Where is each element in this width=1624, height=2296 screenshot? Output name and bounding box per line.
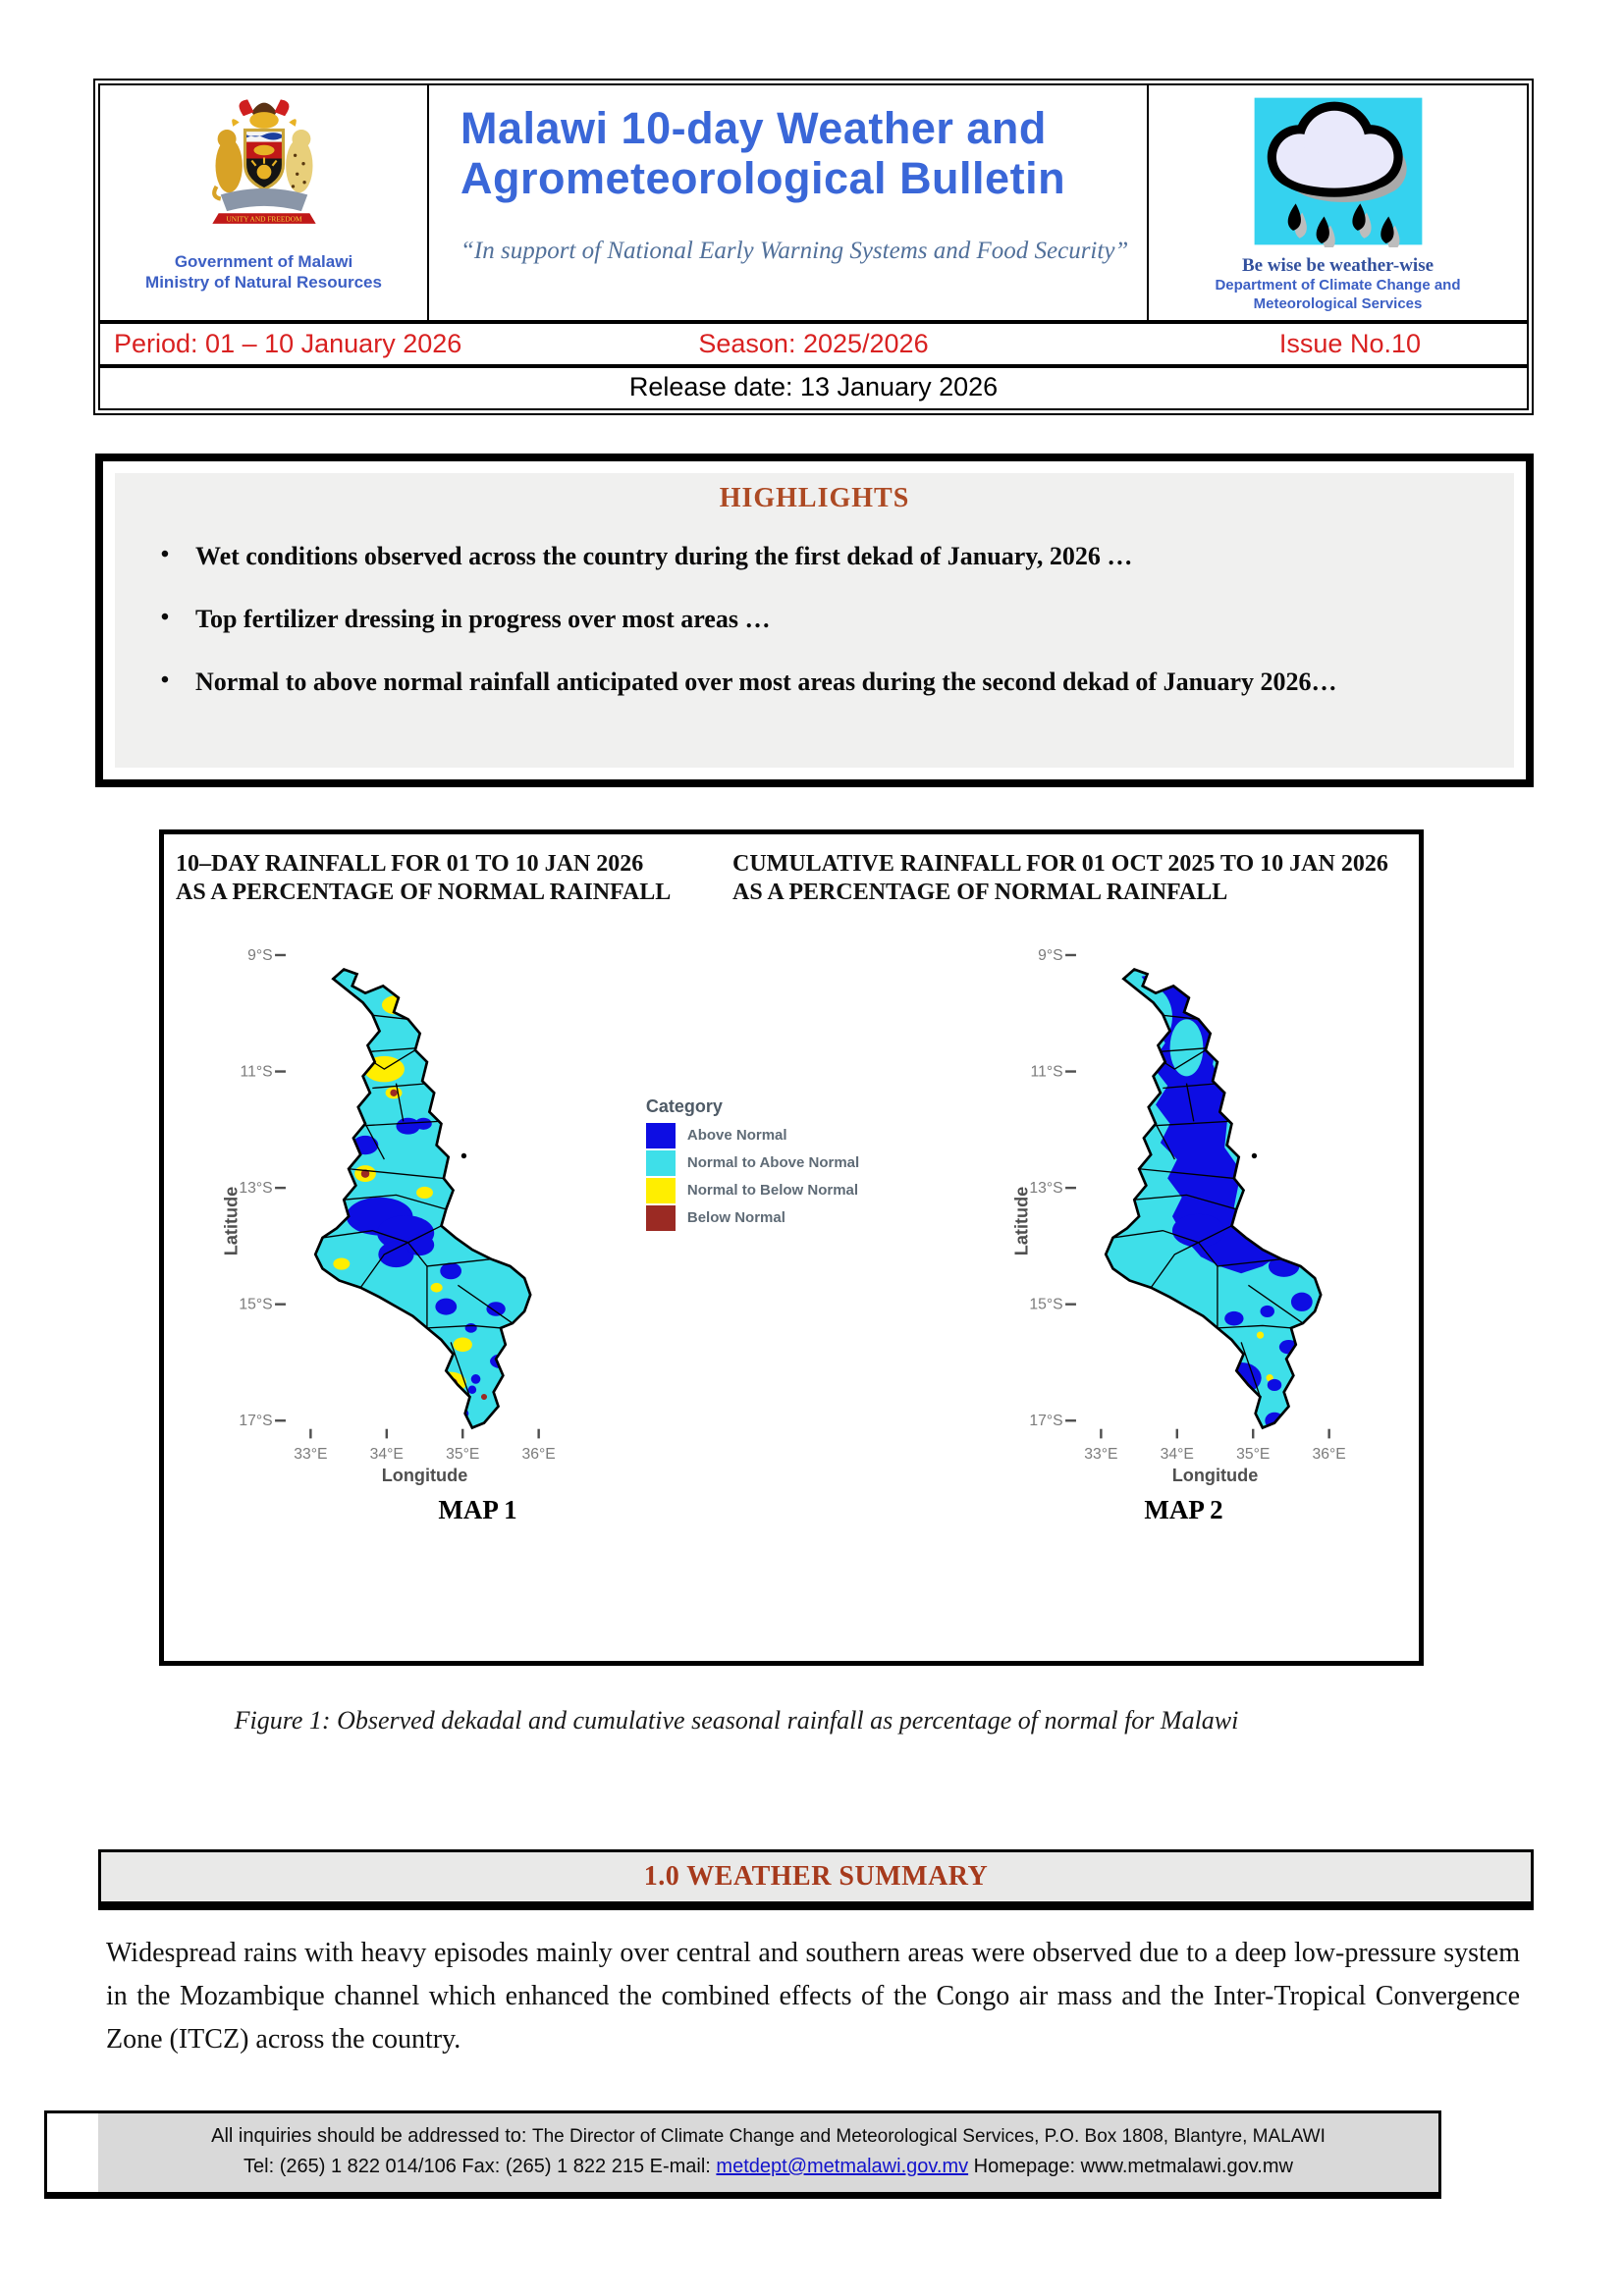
email-link[interactable]: metdept@metmalawi.gov.mv (716, 2156, 969, 2177)
lat-tick: 11°S (240, 1062, 273, 1080)
masthead-grid (98, 83, 1529, 324)
title-cell (429, 85, 1149, 320)
contact-footer (44, 2110, 1441, 2199)
lat-tick: 13°S (1029, 1179, 1063, 1197)
y-axis-title: Latitude (221, 1186, 242, 1255)
map2-title: CUMULATIVE RAINFALL FOR 01 OCT 2025 TO 10 JAN 2026 AS A PERCENTAGE OF NORMAL RAINFALL (732, 851, 1388, 906)
malawi-map-dekadal (218, 910, 574, 1487)
malawi-map-cumulative (1008, 910, 1365, 1487)
lon-tick: 35°E (1236, 1445, 1271, 1463)
crest-motto: UNITY AND FREEDOM (226, 214, 301, 224)
lon-tick: 34°E (369, 1445, 404, 1463)
org-name-line1: Government of Malawi (174, 252, 353, 271)
lon-tick: 34°E (1160, 1445, 1195, 1463)
lat-tick: 15°S (1029, 1296, 1063, 1313)
lat-tick: 17°S (1029, 1412, 1063, 1429)
lat-tick: 15°S (239, 1296, 273, 1313)
footer-contact-line: Tel: (265) 1 822 014/106 Fax: (265) 1 822 215 E-mail: metdept@metmalawi.gov.mv Homepage: www.metmalawi.gov.mw (244, 2156, 1293, 2177)
legend-swatch-below-normal (646, 1205, 676, 1231)
org-name-line2: Ministry of Natural Resources (145, 273, 382, 293)
highlights-list (135, 542, 1494, 697)
issue-meta-row (98, 324, 1529, 368)
map2-label: MAP 2 (1144, 1494, 1223, 1524)
map1-title: 10–DAY RAINFALL FOR 01 TO 10 JAN 2026 AS A PERCENTAGE OF NORMAL RAINFALL (176, 851, 672, 906)
government-logo-cell (100, 85, 429, 320)
bulletin-subtitle: “In support of National Early Warning Systems and Food Security” (460, 237, 1129, 264)
legend-item: Normal to Above Normal (646, 1150, 954, 1176)
highlight-item: • Top fertilizer dressing in progress over most areas … (135, 605, 1494, 634)
lat-tick: 11°S (1030, 1062, 1063, 1080)
lat-tick: 9°S (247, 946, 273, 964)
legend-item: Below Normal (646, 1205, 954, 1231)
figure-1-box (159, 829, 1424, 1666)
season-label: Season: 2025/2026 (698, 328, 929, 358)
bulletin-title: Malawi 10-day Weather and Agrometeorological Bulletin (460, 103, 1066, 204)
dept-name-line2: Meteorological Services (1253, 294, 1423, 312)
lon-tick: 36°E (1312, 1445, 1346, 1463)
weather-summary-header: 1.0 WEATHER SUMMARY (98, 1849, 1534, 1910)
y-axis-title: Latitude (1011, 1186, 1032, 1255)
rain-cloud-icon (1240, 95, 1436, 247)
figure-caption: Figure 1: Observed dekadal and cumulative seasonal rainfall as percentage of normal for Malawi (234, 1706, 1239, 1735)
dept-name-line1: Department of Climate Change and (1215, 277, 1461, 294)
highlights-title: HIGHLIGHTS (719, 483, 910, 513)
lon-tick: 35°E (446, 1445, 480, 1463)
weather-summary-paragraph: Widespread rains with heavy episodes mainly over central and southern areas were observed due to a deep low-pressure system in the Mozambique channel which enhanced the combined effects of the Congo air mass and the Inter-Tropical Convergence Zone (ITCZ) across the country. (106, 1938, 1520, 2056)
legend-swatch-above-normal (646, 1123, 676, 1148)
lat-tick: 13°S (239, 1179, 273, 1197)
weather-motto: Be wise be weather-wise (1241, 255, 1435, 276)
lat-tick: 9°S (1038, 946, 1063, 964)
map1-label: MAP 1 (438, 1494, 517, 1524)
release-date: Release date: 13 January 2026 (98, 368, 1529, 410)
legend-item: Normal to Below Normal (646, 1178, 954, 1203)
likoma-island-dot (1252, 1152, 1257, 1157)
legend-swatch-normal-below (646, 1178, 676, 1203)
footer-address-line: All inquiries should be addressed to: The Director of Climate Change and Meteorological Services, P.O. Box 1808, Blantyre, MALAWI (211, 2125, 1326, 2147)
weather-logo-cell (1149, 85, 1527, 320)
lon-tick: 33°E (294, 1445, 328, 1463)
lon-tick: 33°E (1084, 1445, 1118, 1463)
legend-title: Category (645, 1095, 723, 1116)
highlight-item: • Wet conditions observed across the country during the first dekad of January, 2026 … (135, 542, 1494, 571)
x-axis-title: Longitude (381, 1465, 468, 1485)
legend-swatch-normal-above (646, 1150, 676, 1176)
map-legend (628, 1096, 954, 1487)
period-label: Period: 01 – 10 January 2026 (114, 328, 462, 358)
bullet-icon: • (160, 542, 170, 567)
highlight-item: • Normal to above normal rainfall anticipated over most areas during the second dekad of January 2026… (135, 667, 1494, 697)
bullet-icon: • (160, 667, 170, 693)
x-axis-title: Longitude (1171, 1465, 1259, 1485)
legend-item: Above Normal (646, 1123, 954, 1148)
lat-tick: 17°S (239, 1412, 273, 1429)
lon-tick: 36°E (521, 1445, 556, 1463)
bullet-icon: • (160, 605, 170, 630)
likoma-island-dot (461, 1152, 466, 1157)
masthead (93, 79, 1534, 415)
highlights-box (95, 454, 1534, 787)
coat-of-arms-icon (181, 91, 348, 246)
issue-number-label: Issue No.10 (1278, 328, 1421, 358)
